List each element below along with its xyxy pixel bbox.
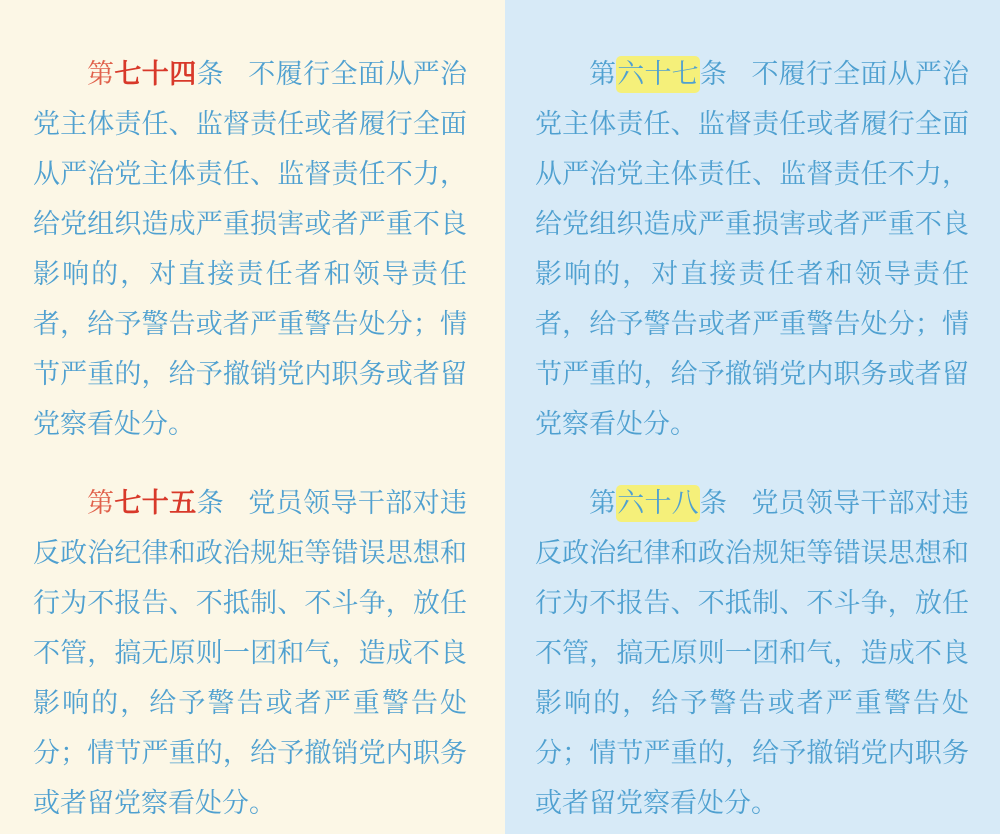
article-number-highlighted: 六十八: [616, 485, 700, 522]
article-suffix: 条: [196, 488, 224, 519]
article-number: 七十五: [114, 488, 197, 519]
article-body: 党员领导干部对违反政治纪律和政治规矩等错误思想和行为不报告、不抵制、不斗争，放任不管，搞无原则一团和气，造成不良影响的，给予警告或者严重警告处分；情节严重的，给予撤销党内职务或者留党察看处分。: [535, 488, 970, 819]
article-prefix: 第: [589, 488, 617, 519]
article-paragraph: [535, 479, 969, 829]
article-number: 七十四: [114, 59, 197, 90]
article-prefix: 第: [87, 488, 115, 519]
article-paragraph: [33, 479, 467, 829]
article-body: 不履行全面从严治党主体责任、监督责任或者履行全面从严治党主体责任、监督责任不力，给党组织造成严重损害或者严重不良影响的，对直接责任者和领导责任者，给予警告或者严重警告处分；情节严重的，给予撤销党内职务或者留党察看处分。: [535, 59, 970, 440]
article-number-highlighted: 六十七: [616, 56, 700, 93]
article-suffix: 条: [196, 59, 224, 90]
right-panel: [505, 0, 1000, 834]
article-body: 党员领导干部对违反政治纪律和政治规矩等错误思想和行为不报告、不抵制、不斗争，放任不管，搞无原则一团和气，造成不良影响的，给予警告或者严重警告处分；情节严重的，给予撤销党内职务或者留党察看处分。: [33, 488, 468, 819]
article-suffix: 条: [699, 488, 728, 519]
article-body: 不履行全面从严治党主体责任、监督责任或者履行全面从严治党主体责任、监督责任不力，给党组织造成严重损害或者严重不良影响的，对直接责任者和领导责任者，给予警告或者严重警告处分；情节严重的，给予撤销党内职务或者留党察看处分。: [33, 59, 468, 440]
article-paragraph: [535, 50, 969, 450]
article-prefix: 第: [589, 59, 617, 90]
article-paragraph: [33, 50, 467, 450]
article-suffix: 条: [699, 59, 728, 90]
article-prefix: 第: [87, 59, 115, 90]
